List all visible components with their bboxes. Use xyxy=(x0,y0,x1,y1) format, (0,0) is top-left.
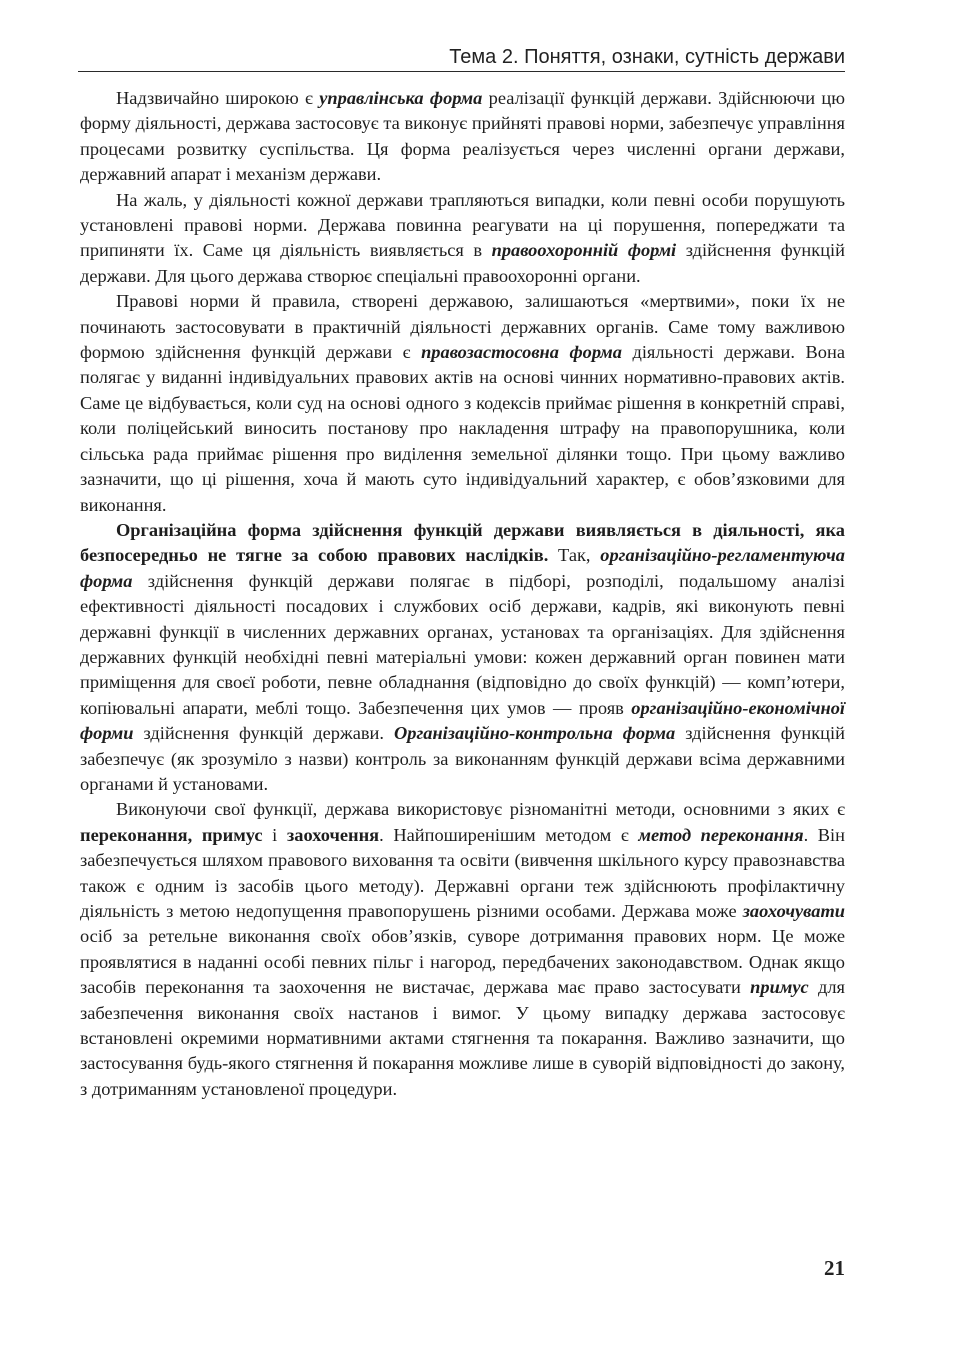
bold-text: переконання, примус xyxy=(80,824,263,845)
text-run: На жаль, у діяльності кожної держави трапляються випадки, коли певні особи порушують установлені правові норми. Держава повинна реагувати на ці порушення, попереджати та припиняти їх. Саме ця діяльність виявляється в xyxy=(80,189,845,261)
emphasis-term: метод переконання xyxy=(638,824,804,845)
text-run: здійснення функцій держави. xyxy=(133,723,394,744)
text-run: Правові норми й правила, створені державою, залишаються «мертвими», поки їх не починають застосовувати в практичній діяльності державних органів. Саме тому важливою формою здійснення функцій держави є xyxy=(80,291,845,363)
paragraph-organizational-form xyxy=(80,518,845,797)
emphasis-term: правозастосовна форма xyxy=(421,342,622,363)
bold-text: заохочення xyxy=(286,824,380,845)
emphasis-term: заохочувати xyxy=(742,901,845,921)
text-run: . Він забезпечується шляхом правового виховання та освіти (вивчення шкільного курсу правознавства також є одним із засобів цього методу). Державні органи теж здійснюють профілактичну діяльність з метою недопущення правопорушень різними особами. Держава може xyxy=(80,824,845,921)
text-run: Надзвичайно широкою є xyxy=(116,88,320,108)
emphasis-term: правоохоронній формі xyxy=(491,240,677,261)
page-number: 21 xyxy=(824,1256,845,1280)
text-run: Так, xyxy=(548,545,601,566)
emphasis-term: організаційно-економічної форми xyxy=(80,697,845,744)
text-run: здійснення функцій держави. Для цього держава створює спеціальні правоохоронні органи. xyxy=(80,240,846,286)
running-header-title: Тема 2. Поняття, ознаки, сутність держави xyxy=(449,46,845,68)
emphasis-term: примус xyxy=(750,977,809,998)
page-body xyxy=(80,86,845,1102)
paragraph-law-enforcement-form xyxy=(80,188,845,290)
text-run: осіб за ретельне виконання своїх обов’язків, суворе дотримання правових норм. Це може проявлятися в наданні особі певних пільг і нагород, передбачених законодавством. Однак якщо засобів переконання та заохочення не вистачає, держава має право застосувати xyxy=(80,926,845,998)
text-run: здійснення функцій забезпечує (як зрозуміло з назви) контроль за виконанням функцій держави всіма державними органами й установами. xyxy=(80,723,845,794)
emphasis-term: управлінська форма xyxy=(319,88,483,108)
paragraph-state-methods xyxy=(80,797,845,1102)
text-run: здійснення функцій держави полягає в підборі, розподілі, подальшому аналізі ефективності діяльності посадових і службових осіб держави, кадрів, які виконують певні державні функції в численних державних органах, установах та організаціях. Для здійснення державних функцій необхідні певні матеріальні умови: кожен державний орган повинен мати приміщення для своєї роботи, певне обладнання (відповідно до своїх функцій) — комп’ютери, копіювальні апарати, меблі тощо. Забезпечення цих умов — прояв xyxy=(80,570,845,718)
text-run: Виконуючи свої функції, держава використовує різноманітні методи, основними з яких є xyxy=(116,799,845,820)
emphasis-term: організаційно-регламентуюча форма xyxy=(80,545,845,591)
paragraph-management-form xyxy=(80,86,845,188)
text-run: . Найпоширенішим методом є xyxy=(379,824,639,845)
paragraph-law-application-form xyxy=(80,289,845,518)
text-run: реалізації функцій держави. Здійснюючи цю форму діяльності, держава застосовує та виконує прийняті правові норми, забезпечує управління процесами розвитку суспільства. Ця форма реалізується через численні органи держави, державний апарат і механізм держави. xyxy=(80,88,845,185)
text-run: і xyxy=(262,824,287,845)
text-run: діяльності держави. Вона полягає у виданні індивідуальних правових актів на основі чинних нормативно-правових актів. Саме це відбувається, коли суд на основі одного з кодексів приймає рішення в конкретній справі, коли поліцейський виносить постанову про накладення штрафу на правопорушника, коли сільська рада приймає рішення про виділення земельної ділянки тощо. При цьому важливо зазначити, що ці рішення, хоча й мають суто індивідуальний характер, є обов’язковими для виконання. xyxy=(80,342,846,515)
emphasis-term: Організаційно-контрольна форма xyxy=(393,723,676,744)
running-header xyxy=(78,44,845,72)
bold-text: Організаційна форма здійснення функцій держави виявляється в діяльності, яка безпосередньо не тягне за собою правових наслідків. xyxy=(80,519,845,566)
text-run: для забезпечення виконання своїх настанов і вимог. У цьому випадку держава застосовує встановлені окремими нормативними актами стягнення та покарання. Важливо зазначити, що застосування будь-якого стягнення й покарання можливе лише в суворій відповідності до закону, з дотриманням установленої процедури. xyxy=(80,977,846,1099)
